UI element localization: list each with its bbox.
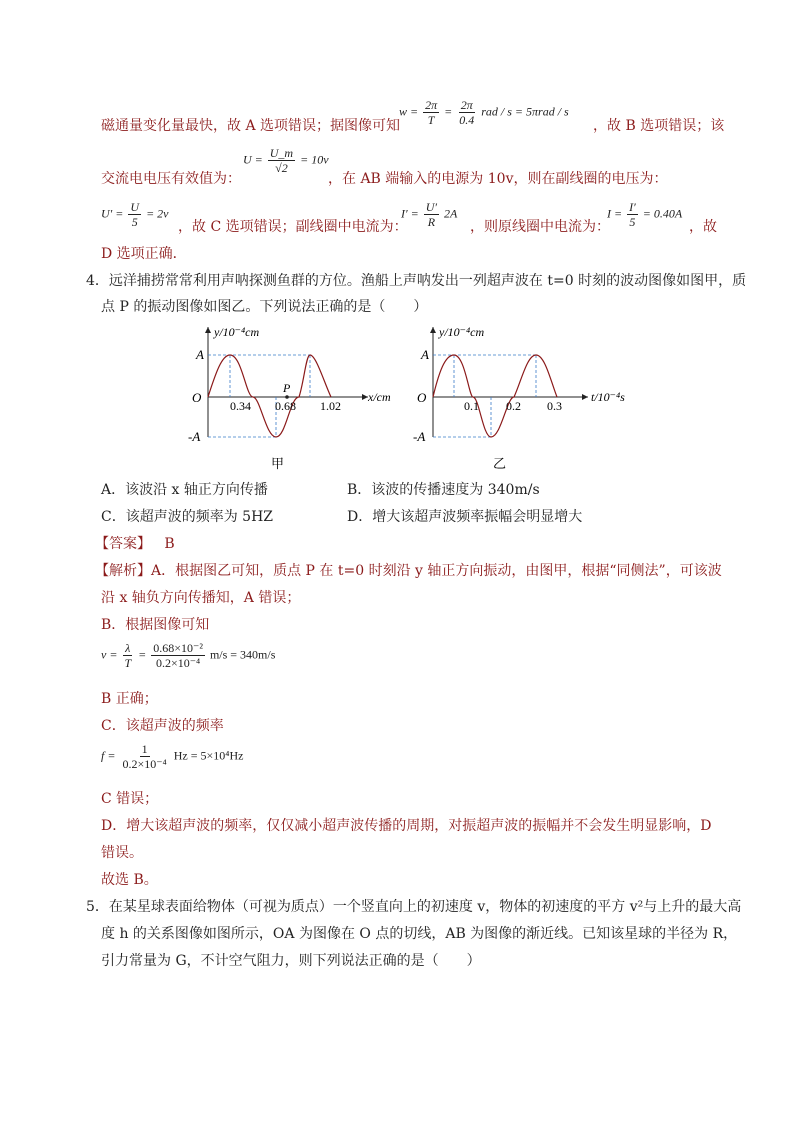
option-b: B．该波的传播速度为 340m/s (347, 482, 540, 498)
caption-b: 乙 (493, 456, 507, 471)
t-axis-label: t/10⁻⁴s (591, 390, 625, 404)
velocity-formula: v = $\frac{\lambda}{T}$ = $\frac{\text{0.68×10⁻²}}{\text{0.2×10⁻⁴}}$ m/s = 340m/s (101, 641, 276, 670)
neg-amp-label: -A (413, 429, 426, 444)
tick-label: 0.34 (230, 399, 251, 413)
amp-label: A (421, 347, 429, 362)
x-axis-label: x/cm (368, 390, 391, 404)
neg-amp-label: -A (188, 429, 201, 444)
prev-line-3b: ，则原线圈中电流为： (470, 219, 610, 235)
analysis-b-line2: B 正确； (101, 691, 158, 707)
analysis-d-line2: 错误。 (101, 845, 143, 861)
tick-label: 1.02 (320, 399, 341, 413)
figure-vibration (413, 322, 638, 472)
answer-row (95, 534, 175, 554)
tick-label: 0.3 (547, 399, 562, 413)
y-axis-label: y/10⁻⁴cm (439, 325, 485, 339)
answer-value: B (164, 536, 175, 552)
analysis-c-line1: C．该超声波的频率 (101, 718, 224, 734)
answer-label: 【答案】 (95, 536, 151, 552)
prev-line-1a: 磁通量变化量最快，故 A 选项错误；据图像可知 (101, 118, 401, 134)
prev-line-3a: ，故 C 选项错误；副线圈中电流为： (178, 219, 408, 235)
tick-label: 0.1 (464, 399, 479, 413)
analysis-a-line1: 【解析】A．根据图乙可知，质点 P 在 t=0 时刻沿 y 轴正方向振动，由图甲，根据“同侧法”，可该波 (95, 563, 722, 579)
option-c: C．该超声波的频率为 5HZ (101, 509, 274, 525)
prev-line-2b: ，在 AB 端输入的电源为 10v，则在副线圈的电压为： (328, 171, 668, 187)
prev-line-1b: ，故 B 选项错误；该 (593, 118, 725, 134)
i2-formula: I′ = $\frac{U'}{R}$ 2A (401, 200, 458, 229)
wave-curve (208, 355, 331, 437)
i1-formula: I = $\frac{I'}{5}$ = 0.40A (607, 200, 683, 229)
q5-stem-2: 度 h 的关系图像如图所示，OA 为图像在 O 点的切线，AB 为图像的渐近线。已知该星球的半径为 R， (101, 926, 738, 942)
u2-formula: U′ = $\frac{U}{5}$ = 2v (101, 200, 169, 229)
q5-stem-1: 5．在某星球表面给物体（可视为质点）一个竖直向上的初速度 v，物体的初速度的平方 v²与上升的最大高 (86, 899, 742, 915)
option-a: A．该波沿 x 轴正方向传播 (101, 482, 268, 498)
analysis-c-line2: C 错误； (101, 791, 159, 807)
caption-a: 甲 (271, 456, 285, 471)
origin-label: O (417, 390, 427, 405)
analysis-a-line2: 沿 x 轴负方向传播知，A 错误； (101, 590, 301, 606)
q5-stem-3: 引力常量为 G，不计空气阻力，则下列说法正确的是（ ） (101, 953, 481, 969)
prev-line-2a: 交流电电压有效值为： (101, 171, 241, 187)
analysis-label: 【解析】 (95, 563, 151, 579)
tick-label: 0.68 (275, 399, 296, 413)
analysis-d-line1: D．增大该超声波的频率，仅仅减小超声波传播的周期，对振超声波的振幅并不会发生明显影响，D (101, 818, 712, 834)
tick-label: 0.2 (506, 399, 521, 413)
figure-wave (188, 322, 403, 472)
prev-line-4: D 选项正确． (101, 246, 187, 262)
y-axis-label: y/10⁻⁴cm (214, 325, 260, 339)
omega-formula: w = $\frac{2\pi}{T}$ = $\frac{2\pi}{0.4}$ rad / s = 5πrad / s (399, 98, 569, 127)
analysis-b-line1: B．根据图像可知 (101, 617, 210, 633)
u-eff-formula: U = $\frac{U\_m}{√2}$ = 10v (243, 146, 329, 175)
amp-label: A (196, 347, 204, 362)
q4-stem-2: 点 P 的振动图像如图乙。下列说法正确的是（ ） (101, 299, 428, 315)
option-d: D．增大该超声波频率振幅会明显增大 (347, 509, 583, 525)
p-label: P (283, 381, 291, 395)
origin-label: O (192, 390, 202, 405)
vibration-curve (433, 355, 557, 437)
prev-line-3c: ，故 (689, 219, 717, 235)
final-answer: 故选 B。 (101, 872, 158, 888)
frequency-formula: f = $\frac{1}{\text{0.2×10⁻⁴}}$ Hz = 5×10⁴Hz (101, 742, 244, 771)
q4-stem-1: 4．远洋捕捞常常利用声呐探测鱼群的方位。渔船上声呐发出一列超声波在 t=0 时刻的波动图像如图甲，质 (86, 273, 747, 289)
